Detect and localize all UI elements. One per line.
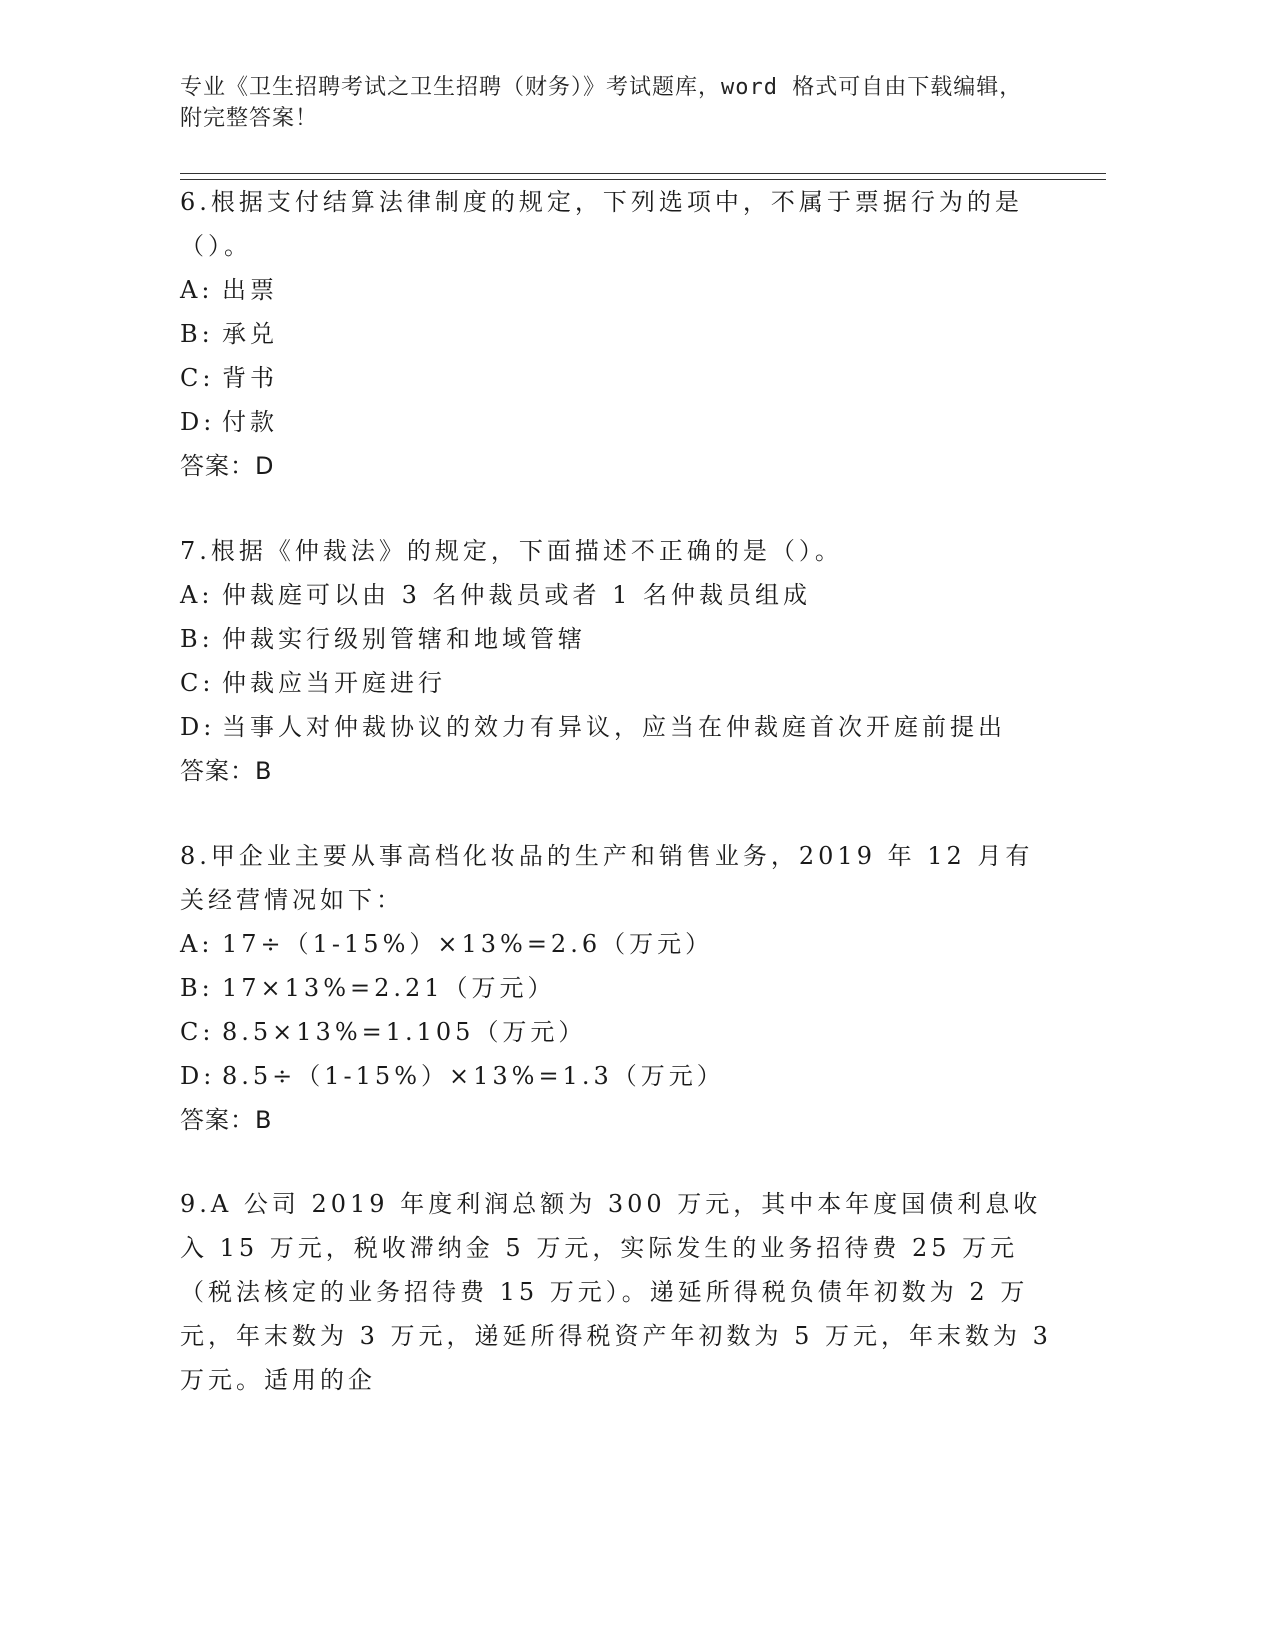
- answer: 答案：B: [180, 757, 273, 785]
- option-key: D:: [180, 713, 216, 741]
- option-key: D:: [180, 408, 216, 436]
- option-text: 当事人对仲裁协议的效力有异议，应当在仲裁庭首次开庭前提出: [222, 713, 1006, 741]
- question-stem: 7.根据《仲裁法》的规定，下面描述不正确的是（）。: [180, 537, 843, 565]
- option-c: [180, 661, 1060, 705]
- question-stem: 9.A 公司 2019 年度利润总额为 300 万元，其中本年度国债利息收入 15 万元，税收滞纳金 5 万元，实际发生的业务招待费 25 万元（税法核定的业务招待费 15 万元）。递延所得税负债年初数为 2 万元，年末数为 3 万元，递延所得税资产年初数为 5 万元，年末数为 3 万元。适用的企: [180, 1190, 1064, 1394]
- option-text: 承兑: [222, 320, 278, 348]
- option-b: [180, 966, 1060, 1010]
- option-b: [180, 312, 1060, 356]
- option-key: D:: [180, 1062, 216, 1090]
- option-key: B:: [180, 320, 214, 348]
- question-stem: 6.根据支付结算法律制度的规定，下列选项中，不属于票据行为的是（）。: [180, 188, 1023, 260]
- question-stem: 8.甲企业主要从事高档化妆品的生产和销售业务，2019 年 12 月有关经营情况如下：: [180, 842, 1034, 914]
- option-a: [180, 922, 1060, 966]
- option-key: A:: [180, 276, 214, 304]
- option-key: B:: [180, 974, 214, 1002]
- document-header: 专业《卫生招聘考试之卫生招聘（财务）》考试题库，word 格式可自由下载编辑，附完整答案！: [180, 75, 1023, 131]
- option-key: C:: [180, 669, 215, 697]
- option-text: 8.5×13%=1.105（万元）: [222, 1018, 587, 1046]
- answer: 答案：D: [180, 452, 275, 480]
- option-text: 出票: [222, 276, 278, 304]
- option-c: [180, 356, 1060, 400]
- question-9: [180, 1182, 1064, 1402]
- answer: 答案：B: [180, 1106, 273, 1134]
- option-key: C:: [180, 364, 215, 392]
- question-6: [180, 180, 1060, 488]
- option-text: 17×13%=2.21（万元）: [222, 974, 556, 1002]
- option-text: 仲裁庭可以由 3 名仲裁员或者 1 名仲裁员组成: [222, 581, 812, 609]
- option-text: 仲裁应当开庭进行: [222, 669, 446, 697]
- option-d: [180, 400, 1060, 444]
- option-key: B:: [180, 625, 214, 653]
- question-8: [180, 834, 1060, 1142]
- option-a: [180, 268, 1060, 312]
- option-d: [180, 705, 1060, 749]
- option-d: [180, 1054, 1060, 1098]
- option-text: 17÷（1-15%）×13%=2.6（万元）: [222, 930, 714, 958]
- option-a: [180, 573, 1060, 617]
- option-key: A:: [180, 930, 214, 958]
- option-text: 付款: [222, 408, 278, 436]
- option-text: 仲裁实行级别管辖和地域管辖: [222, 625, 586, 653]
- option-text: 背书: [222, 364, 278, 392]
- header-rule-top: [180, 173, 1106, 174]
- option-key: C:: [180, 1018, 215, 1046]
- option-text: 8.5÷（1-15%）×13%=1.3（万元）: [222, 1062, 725, 1090]
- question-7: [180, 529, 1060, 793]
- option-b: [180, 617, 1060, 661]
- option-c: [180, 1010, 1060, 1054]
- option-key: A:: [180, 581, 214, 609]
